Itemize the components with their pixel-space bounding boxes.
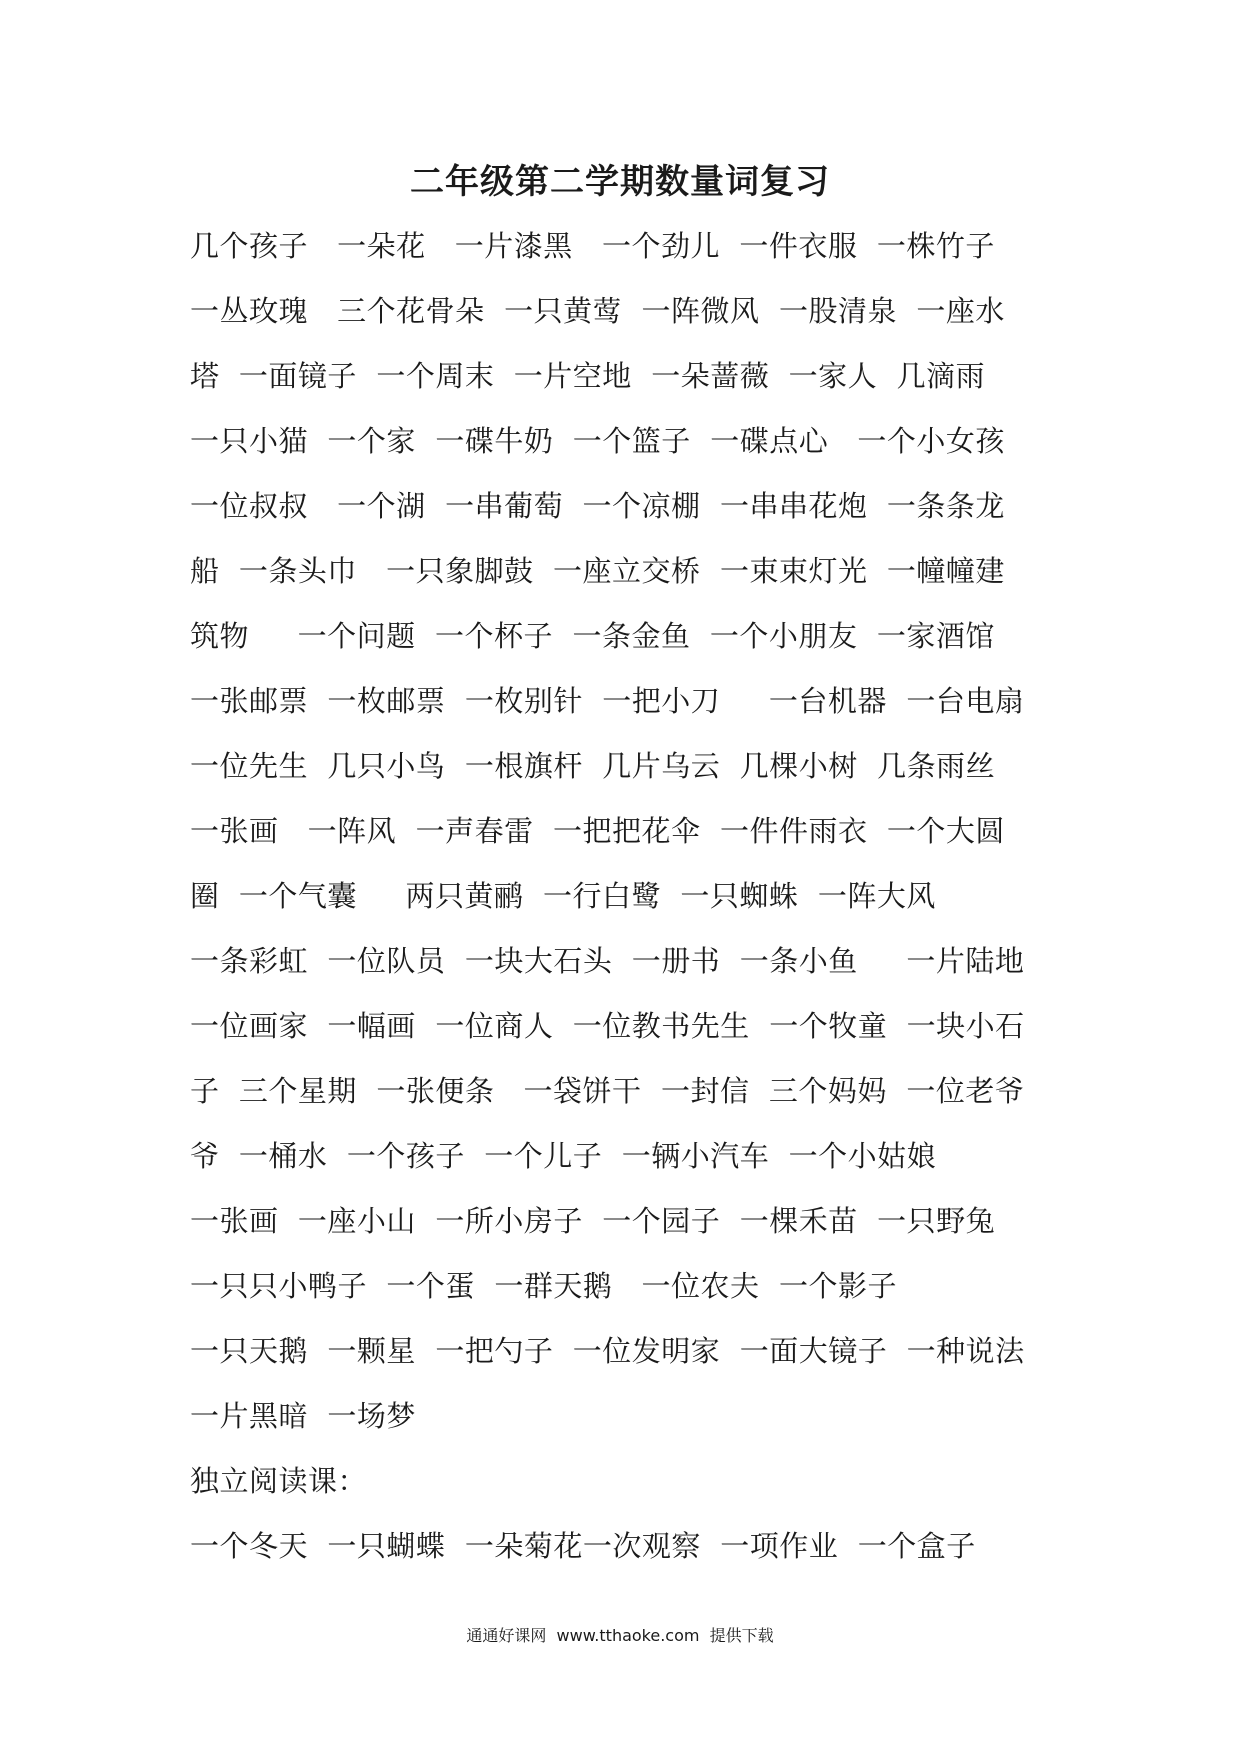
text-line: 一片黑暗 一场梦: [190, 1399, 416, 1433]
text-line: 一个冬天 一只蝴蝶 一朵菊花一次观察 一项作业 一个盒子: [190, 1529, 976, 1563]
page-footer: 通通好课网 www.tthaoke.com 提供下载: [466, 1626, 774, 1645]
text-line: 一只只小鸭子 一个蛋 一群天鹅 一位农夫 一个影子: [190, 1269, 897, 1303]
text-line: 子 三个星期 一张便条 一袋饼干 一封信 三个妈妈 一位老爷: [190, 1074, 1025, 1108]
text-line: 塔 一面镜子 一个周末 一片空地 一朵蔷薇 一家人 几滴雨: [190, 359, 986, 393]
text-line: 一只天鹅 一颗星 一把勺子 一位发明家 一面大镜子 一种说法: [190, 1334, 1025, 1368]
text-line: 一张邮票 一枚邮票 一枚别针 一把小刀 一台机器 一台电扇: [190, 684, 1025, 718]
text-line: 一丛玫瑰 三个花骨朵 一只黄莺 一阵微风 一股清泉 一座水: [190, 294, 1005, 328]
page-title: 二年级第二学期数量词复习: [410, 162, 830, 202]
text-line: 几个孩子 一朵花 一片漆黑 一个劲儿 一件衣服 一株竹子: [190, 229, 995, 263]
text-line: 一只小猫 一个家 一碟牛奶 一个篮子 一碟点心 一个小女孩: [190, 424, 1005, 458]
quantifier-word-list: [190, 226, 1070, 1591]
text-line: 一张画 一座小山 一所小房子 一个园子 一棵禾苗 一只野兔: [190, 1204, 996, 1238]
text-line: 船 一条头巾 一只象脚鼓 一座立交桥 一束束灯光 一幢幢建: [190, 554, 1005, 588]
text-line: 一位叔叔 一个湖 一串葡萄 一个凉棚 一串串花炮 一条条龙: [190, 489, 1005, 523]
section-heading: 独立阅读课：: [190, 1464, 368, 1498]
text-line: 一条彩虹 一位队员 一块大石头 一册书 一条小鱼 一片陆地: [190, 944, 1025, 978]
text-line: 圈 一个气囊 两只黄鹂 一行白鹭 一只蜘蛛 一阵大风: [190, 879, 936, 913]
text-line: 爷 一桶水 一个孩子 一个儿子 一辆小汽车 一个小姑娘: [190, 1139, 937, 1173]
text-line: 一位画家 一幅画 一位商人 一位教书先生 一个牧童 一块小石: [190, 1009, 1025, 1043]
text-line: 一张画 一阵风 一声春雷 一把把花伞 一件件雨衣 一个大圆: [190, 814, 1005, 848]
text-line: 筑物 一个问题 一个杯子 一条金鱼 一个小朋友 一家酒馆: [190, 619, 995, 653]
text-line: 一位先生 几只小鸟 一根旗杆 几片乌云 几棵小树 几条雨丝: [190, 749, 996, 783]
